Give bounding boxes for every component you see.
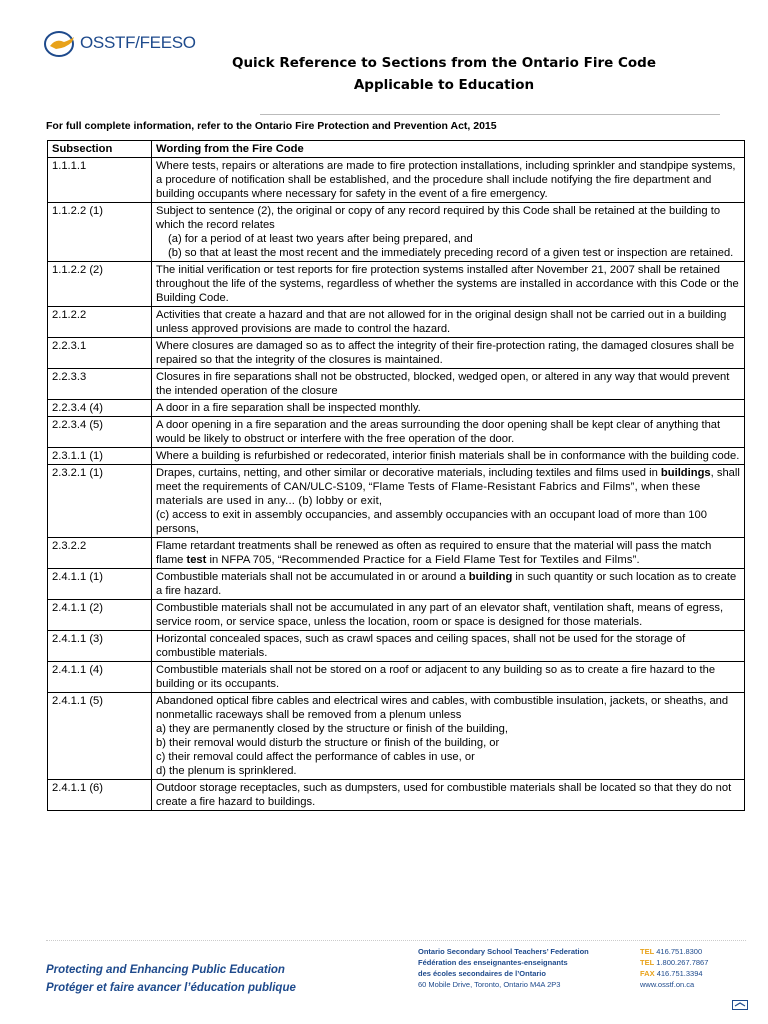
table-header-row — [48, 141, 745, 158]
list-item: c) their removal could affect the performance of cables in use, or — [156, 751, 475, 763]
wording-cell — [152, 569, 745, 600]
wording-cell: A door in a fire separation shall be inspected monthly. — [152, 400, 745, 417]
subsection-cell: 2.4.1.1 (2) — [48, 600, 152, 631]
wording-cell — [152, 693, 745, 780]
wording-cell: Where closures are damaged so as to affect the integrity of their fire-protection rating, the damaged closures shall be repaired so that the integrity of the closures is maintained. — [152, 338, 745, 369]
title-line-1: Quick Reference to Sections from the Ontario Fire Code — [231, 55, 657, 71]
list-item: a) they are permanently closed by the structure or finish of the building, — [156, 723, 508, 735]
footer-contact — [640, 946, 708, 990]
table-row — [48, 662, 745, 693]
table-row — [48, 631, 745, 662]
table-row — [48, 538, 745, 569]
wording-cell: Where tests, repairs or alterations are made to fire protection installations, including sprinkler and standpipe systems, a procedure of notification shall be established, and the procedure shall include notifying the fire department and building occupants where necessary for safety in the event of a fire emergency. — [152, 158, 745, 203]
table-row — [48, 569, 745, 600]
wording-cell — [152, 465, 745, 538]
slogan-french: Protéger et faire avancer l’éducation publique — [46, 982, 296, 994]
org-name-french-1: Fédération des enseignantes-enseignants — [418, 958, 568, 967]
reference-note: For full complete information, refer to the Ontario Fire Protection and Prevention Act, 2015 — [46, 120, 497, 132]
standard-title: “Recommended Practice for a Field Flame Test for Textiles and Films”. — [277, 554, 640, 566]
column-header-subsection: Subsection — [48, 141, 152, 158]
bold-term: buildings — [660, 467, 711, 479]
bold-term: building — [468, 571, 513, 583]
wording-text: Abandoned optical fibre cables and electrical wires and cables, with combustible insulation, jackets, or sheaths, and nonmetallic raceways shall be removed from a plenum unless — [156, 695, 729, 721]
org-name-english: Ontario Secondary School Teachers’ Federation — [418, 947, 589, 956]
union-bug-icon — [732, 1000, 748, 1010]
subsection-cell: 2.2.3.1 — [48, 338, 152, 369]
wording-text: in such quantity or such location as to create a fire hazard. — [156, 571, 737, 597]
wording-cell: Activities that create a hazard and that are not allowed for in the original design shall not be carried out in a building unless approved provisions are made to control the hazard. — [152, 307, 745, 338]
subsection-cell: 2.3.2.1 (1) — [48, 465, 152, 538]
subsection-cell: 2.4.1.1 (4) — [48, 662, 152, 693]
org-name-french-2: des écoles secondaires de l’Ontario — [418, 969, 546, 978]
osstf-logo — [44, 28, 196, 58]
table-row — [48, 262, 745, 307]
footer-organization — [418, 946, 589, 990]
wording-text: Combustible materials shall not be accumulated in or around a — [156, 571, 469, 583]
subsection-cell: 2.4.1.1 (1) — [48, 569, 152, 600]
title-divider — [260, 114, 720, 115]
subsection-cell: 2.3.1.1 (1) — [48, 448, 152, 465]
fax-line — [640, 968, 708, 979]
wording-cell: Combustible materials shall not be accumulated in any part of an elevator shaft, ventilation shaft, means of egress, service room, or service space, unless the location, room or space is designed for those materials. — [152, 600, 745, 631]
fax-number: 416.751.3394 — [656, 969, 703, 978]
wording-text: Flame retardant treatments shall be renewed as often as required to ensure that the material will pass the match flame — [156, 540, 712, 566]
phone-number: 416.751.8300 — [656, 947, 703, 956]
list-item: (a) for a period of at least two years after being prepared, and — [168, 233, 473, 245]
wording-text: (c) access to exit in assembly occupancies, and assembly occupancies with an occupant load of more than 100 persons, — [156, 509, 707, 535]
wording-cell: Horizontal concealed spaces, such as crawl spaces and ceiling spaces, shall not be used for the storage of combustible materials. — [152, 631, 745, 662]
wording-cell: The initial verification or test reports for fire protection systems installed after November 21, 2007 shall be retained throughout the life of the systems, regardless of whether the systems are installed in accordance with this Code or the Building Code. — [152, 262, 745, 307]
lamp-logo-icon — [44, 28, 78, 58]
tollfree-line — [640, 957, 708, 968]
subsection-cell: 1.1.1.1 — [48, 158, 152, 203]
wording-cell — [152, 538, 745, 569]
subsection-cell: 2.3.2.2 — [48, 538, 152, 569]
wording-cell — [152, 203, 745, 262]
subsection-cell: 2.2.3.4 (4) — [48, 400, 152, 417]
table-row — [48, 448, 745, 465]
wording-cell: Closures in fire separations shall not be obstructed, blocked, wedged open, or altered in any way that would prevent the intended operation of the closure — [152, 369, 745, 400]
wording-text: in NFPA 705, — [206, 554, 278, 566]
subsection-cell: 2.4.1.1 (5) — [48, 693, 152, 780]
wording-text: Subject to sentence (2), the original or copy of any record required by this Code shall be retained at the building to which the record relates — [156, 205, 721, 231]
subsection-cell: 2.4.1.1 (3) — [48, 631, 152, 662]
tollfree-number: 1.800.267.7867 — [656, 958, 709, 967]
table-row — [48, 693, 745, 780]
subsection-cell: 2.2.3.4 (5) — [48, 417, 152, 448]
wording-text: , shall meet the requirements of CAN/ULC-S109, — [156, 467, 740, 493]
table-row — [48, 369, 745, 400]
footer-divider — [46, 940, 746, 941]
table-row — [48, 307, 745, 338]
table-row — [48, 417, 745, 448]
standard-title: “Flame Tests of Flame-Resistant Fabrics and Films”, when these materials are used in any... (b) lobby or exit, — [156, 481, 701, 507]
phone-label: TEL — [640, 947, 655, 956]
bold-term: test — [186, 554, 207, 566]
fire-code-table — [47, 140, 745, 811]
table-row — [48, 465, 745, 538]
table-row — [48, 780, 745, 811]
slogan-english: Protecting and Enhancing Public Education — [46, 964, 285, 976]
column-header-wording: Wording from the Fire Code — [152, 141, 745, 158]
fax-label: FAX — [640, 969, 655, 978]
wording-cell: A door opening in a fire separation and the areas surrounding the door opening shall be kept clear of anything that would be likely to obstruct or interfere with the free operation of the door. — [152, 417, 745, 448]
phone-line — [640, 946, 708, 957]
footer-slogan — [46, 961, 296, 997]
org-address: 60 Mobile Drive, Toronto, Ontario M4A 2P3 — [418, 980, 561, 989]
subsection-cell: 1.1.2.2 (2) — [48, 262, 152, 307]
logo-text: OSSTF/FEESO — [80, 33, 196, 52]
wording-cell: Where a building is refurbished or redecorated, interior finish materials shall be in conformance with the building code. — [152, 448, 745, 465]
wording-cell: Outdoor storage receptacles, such as dumpsters, used for combustible materials shall be located so that they do not create a fire hazard to buildings. — [152, 780, 745, 811]
website-link[interactable]: www.osstf.on.ca — [640, 980, 695, 989]
page-title — [200, 52, 688, 96]
title-line-2: Applicable to Education — [353, 77, 535, 93]
subsection-cell: 1.1.2.2 (1) — [48, 203, 152, 262]
wording-text: Drapes, curtains, netting, and other similar or decorative materials, including textiles and films used in — [156, 467, 661, 479]
table-row — [48, 338, 745, 369]
table-row — [48, 400, 745, 417]
table-row — [48, 600, 745, 631]
list-item: b) their removal would disturb the structure or finish of the building, or — [156, 737, 500, 749]
list-item: d) the plenum is sprinklered. — [156, 765, 297, 777]
table-row — [48, 203, 745, 262]
subsection-cell: 2.2.3.3 — [48, 369, 152, 400]
subsection-cell: 2.1.2.2 — [48, 307, 152, 338]
table-row — [48, 158, 745, 203]
subsection-cell: 2.4.1.1 (6) — [48, 780, 152, 811]
wording-cell: Combustible materials shall not be stored on a roof or adjacent to any building so as to create a fire hazard to the building or its occupants. — [152, 662, 745, 693]
list-item: (b) so that at least the most recent and the immediately preceding record of a given test or inspection are retained. — [168, 247, 734, 259]
tollfree-label: TEL — [640, 958, 655, 967]
